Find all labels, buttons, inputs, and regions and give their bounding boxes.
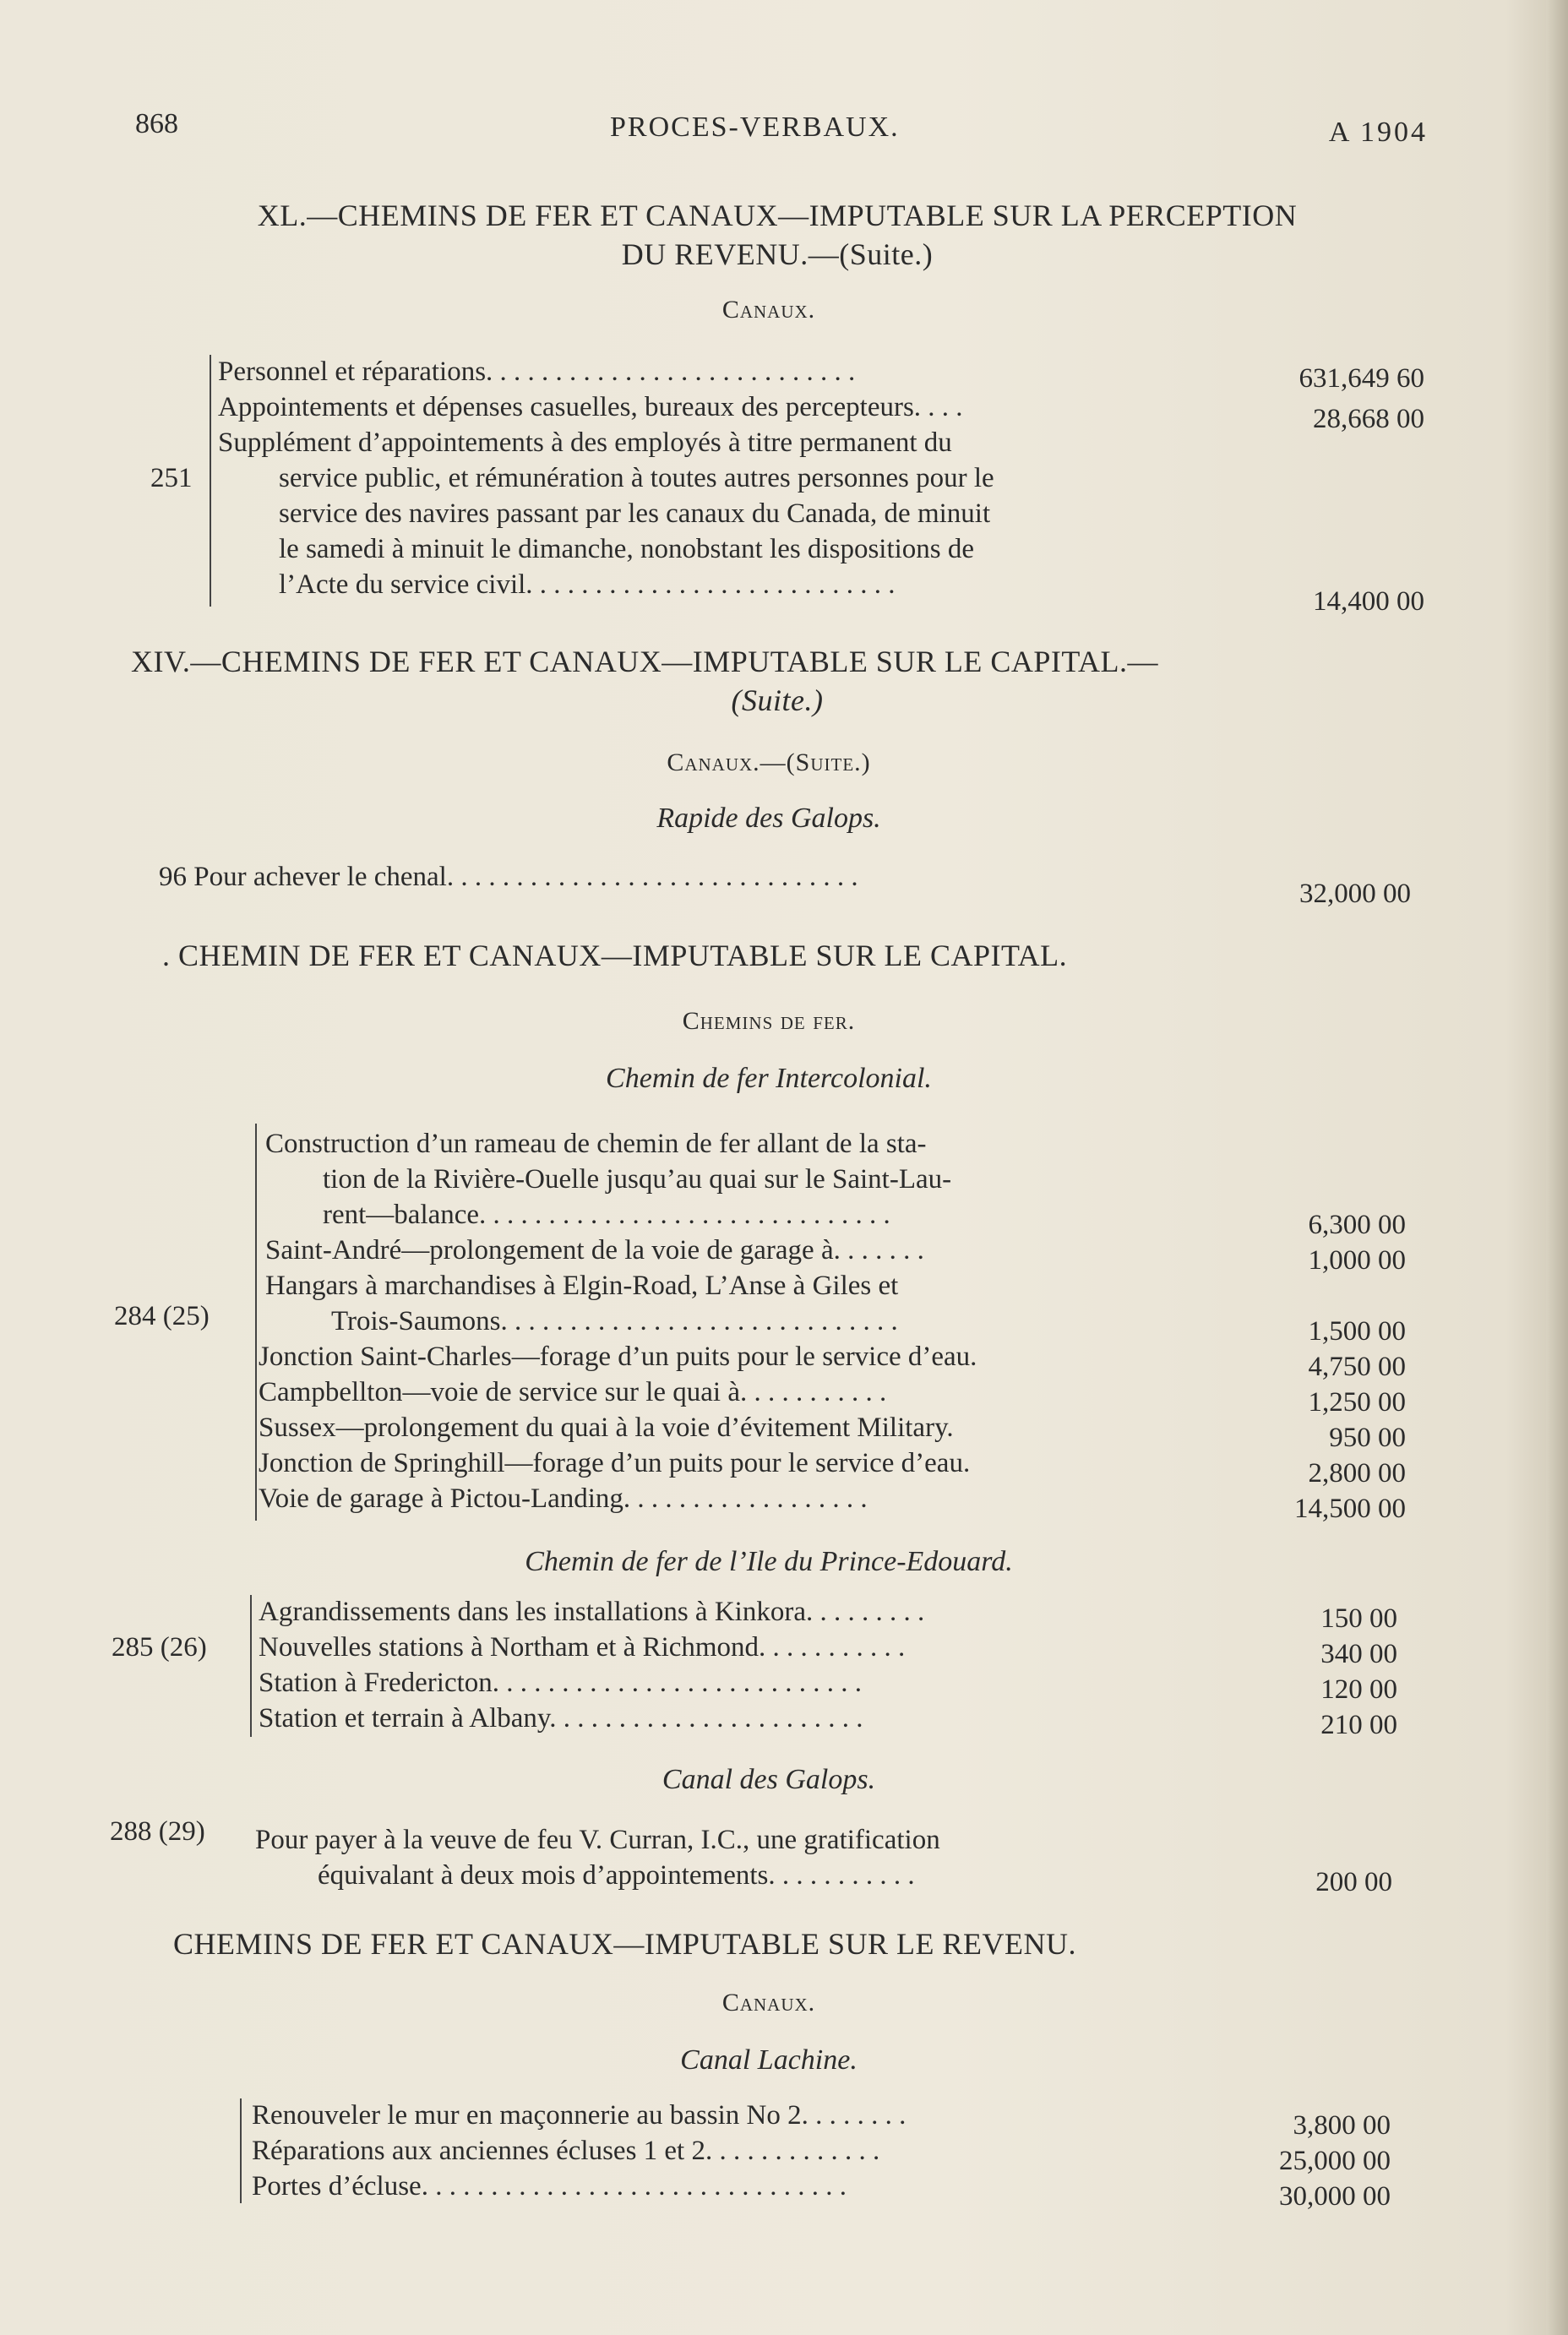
sec4-subheading: Canaux. [721, 1989, 816, 2017]
sec3-item1-4: Saint-André—prolongement de la voie de garage à. . . . . . . [265, 1235, 924, 1265]
sec2-subheading: Canaux.—(Suite.) [667, 748, 871, 776]
sec1-heading-line2: DU REVENU.—(Suite.) [621, 237, 934, 271]
sec1-brace [210, 355, 211, 607]
sec4-brace [240, 2098, 242, 2203]
sec1-item-4: service public, et rémunération à toutes autres personnes pour le [279, 463, 994, 493]
sec4-amount-2: 25,000 00 [1279, 2146, 1391, 2176]
sec3-vote-label-2: 285 (26) [112, 1632, 207, 1663]
sec3-amount1-11: 14,500 00 [1294, 1494, 1406, 1524]
sec1-item-3: Supplément d’appointements à des employés à titre permanent du [218, 427, 952, 458]
sec3-amount3-2: 200 00 [1315, 1867, 1392, 1897]
sec3-item3-1: Pour payer à la veuve de feu V. Curran, I.C., une gratification [255, 1825, 940, 1855]
sec3-amount1-7: 4,750 00 [1308, 1352, 1406, 1382]
sec2-heading-line2: (Suite.) [731, 683, 824, 717]
sec3-item1-1: Construction d’un rameau de chemin de fer allant de la sta- [265, 1129, 927, 1159]
sec3-item1-9: Sussex—prolongement du quai à la voie d’évitement Military. [259, 1412, 954, 1443]
sec3-item1-11: Voie de garage à Pictou-Landing. . . . . . . . . . . . . . . . . . [259, 1483, 868, 1514]
sec3-brace-2 [250, 1595, 252, 1737]
sec1-amount-2: 28,668 00 [1313, 404, 1424, 434]
sec3-item1-5: Hangars à marchandises à Elgin-Road, L’Anse à Giles et [265, 1271, 899, 1301]
sec1-item-2: Appointements et dépenses casuelles, bureaux des percepteurs. . . . [218, 392, 963, 422]
sec1-item-5: service des navires passant par les canaux du Canada, de minuit [279, 498, 991, 529]
sec1-amount-7: 14,400 00 [1313, 586, 1424, 617]
sec3-item2-1: Agrandissements dans les installations à Kinkora. . . . . . . . . [259, 1597, 925, 1627]
sec3-amount2-1: 150 00 [1320, 1603, 1397, 1634]
sec1-item-6: le samedi à minuit le dimanche, nonobstant les dispositions de [279, 534, 975, 564]
sec4-item-2: Réparations aux anciennes écluses 1 et 2. . . . . . . . . . . . . [252, 2136, 880, 2166]
sec1-vote-label: 251 [150, 463, 193, 493]
sec3-item1-8: Campbellton—voie de service sur le quai à. . . . . . . . . . . [259, 1377, 887, 1407]
sec3-brace-1 [255, 1124, 257, 1521]
sec4-amount-1: 3,800 00 [1293, 2110, 1391, 2141]
sec3-italic-title-2: Chemin de fer de l’Ile du Prince-Edouard. [525, 1546, 1013, 1577]
sec3-italic-title-3: Canal des Galops. [662, 1764, 876, 1795]
sec3-vote-label-3: 288 (29) [110, 1816, 205, 1847]
sec3-item1-3: rent—balance. . . . . . . . . . . . . . . . . . . . . . . . . . . . . . [323, 1200, 890, 1230]
sec1-item-7: l’Acte du service civil. . . . . . . . . . . . . . . . . . . . . . . . . . . [279, 569, 896, 600]
sec3-item3-2: équivalant à deux mois d’appointements. . . . . . . . . . . [318, 1860, 915, 1891]
sec3-amount2-3: 120 00 [1320, 1674, 1397, 1705]
page-year: A 1904 [1328, 117, 1428, 148]
sec1-subheading: Canaux. [721, 296, 816, 324]
sec1-amount-1: 631,649 60 [1298, 363, 1424, 394]
sec3-item1-7: Jonction Saint-Charles—forage d’un puits pour le service d’eau. [259, 1342, 977, 1372]
sec2-italic-title: Rapide des Galops. [656, 803, 881, 834]
sec3-amount1-6: 1,500 00 [1308, 1316, 1406, 1347]
sec4-heading: CHEMINS DE FER ET CANAUX—IMPUTABLE SUR LE REVENU. [173, 1927, 1076, 1961]
sec3-amount2-2: 340 00 [1320, 1639, 1397, 1669]
sec3-heading: . CHEMIN DE FER ET CANAUX—IMPUTABLE SUR LE CAPITAL. [162, 939, 1068, 972]
sec3-amount1-8: 1,250 00 [1308, 1387, 1406, 1418]
sec4-item-1: Renouveler le mur en maçonnerie au bassin No 2. . . . . . . . [252, 2100, 906, 2131]
sec2-item: 96 Pour achever le chenal. . . . . . . . . . . . . . . . . . . . . . . . . . . . . . [159, 862, 858, 892]
sec4-amount-3: 30,000 00 [1279, 2181, 1391, 2212]
sec3-amount1-9: 950 00 [1329, 1423, 1406, 1453]
sec3-item1-10: Jonction de Springhill—forage d’un puits pour le service d’eau. [259, 1448, 971, 1478]
sec3-item1-6: Trois-Saumons. . . . . . . . . . . . . . . . . . . . . . . . . . . . . [331, 1306, 898, 1336]
sec1-item-1: Personnel et réparations. . . . . . . . . . . . . . . . . . . . . . . . . . . [218, 357, 856, 387]
sec3-amount1-3: 6,300 00 [1308, 1210, 1406, 1240]
sec3-subheading: Chemins de fer. [682, 1007, 856, 1035]
page-header [135, 108, 1428, 159]
sec3-item2-2: Nouvelles stations à Northam et à Richmond. . . . . . . . . . . [259, 1632, 906, 1663]
page-edge [1546, 0, 1568, 2335]
sec3-item2-4: Station et terrain à Albany. . . . . . . . . . . . . . . . . . . . . . . [259, 1703, 863, 1734]
sec1-heading-line1: XL.—CHEMINS DE FER ET CANAUX—IMPUTABLE SUR LA PERCEPTION [257, 199, 1298, 232]
sec3-item1-2: tion de la Rivière-Ouelle jusqu’au quai sur le Saint-Lau- [323, 1164, 952, 1195]
sec3-amount1-10: 2,800 00 [1308, 1458, 1406, 1489]
sec2-amount: 32,000 00 [1299, 879, 1411, 909]
page-number: 868 [135, 108, 178, 139]
sec3-item2-3: Station à Fredericton. . . . . . . . . . . . . . . . . . . . . . . . . . . [259, 1668, 863, 1698]
sec3-vote-label-1: 284 (25) [114, 1301, 210, 1331]
sec3-amount2-4: 210 00 [1320, 1710, 1397, 1740]
sec4-item-3: Portes d’écluse. . . . . . . . . . . . . . . . . . . . . . . . . . . . . . . [252, 2171, 847, 2202]
sec4-italic-title: Canal Lachine. [680, 2044, 858, 2076]
sec3-italic-title-1: Chemin de fer Intercolonial. [606, 1063, 932, 1094]
page-title: PROCES-VERBAUX. [610, 112, 900, 143]
sec3-amount1-4: 1,000 00 [1308, 1245, 1406, 1276]
sec2-heading-line1: XIV.—CHEMINS DE FER ET CANAUX—IMPUTABLE SUR LE CAPITAL.— [131, 645, 1158, 678]
